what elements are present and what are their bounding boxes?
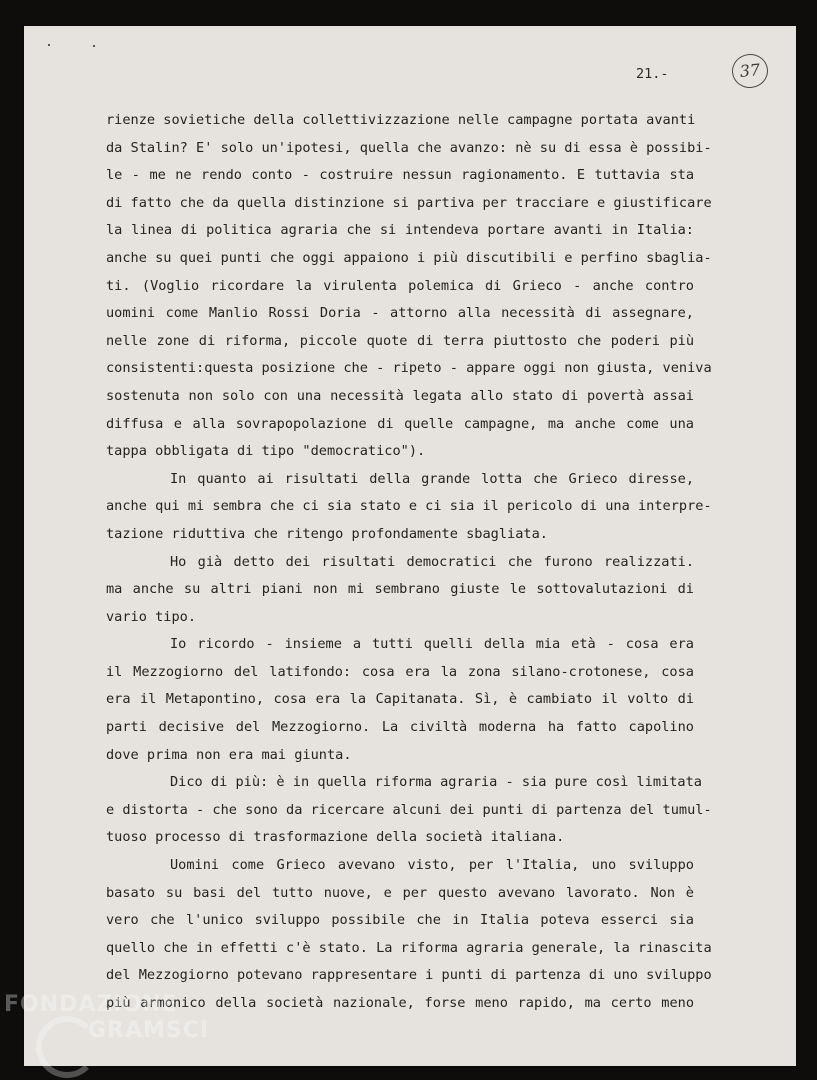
- watermark-line2: GRAMSCI: [88, 1018, 210, 1043]
- text-line: di fatto che da quella distinzione si partiva per tracciare e giustificare: [106, 194, 712, 211]
- document-page: [24, 26, 796, 1066]
- text-line: tappa obbligata di tipo "democratico").: [106, 443, 426, 460]
- text-line: uomini come Manlio Rossi Doria - attorno alla necessità di assegnare,: [106, 305, 694, 322]
- text-line: quello che in effetti c'è stato. La riforma agraria generale, la rinascita: [106, 939, 712, 956]
- text-line: anche su quei punti che oggi appaiono i più discutibili e perfino sbaglia-: [106, 249, 712, 266]
- text-line: basato su basi del tutto nuove, e per questo avevano lavorato. Non è: [106, 884, 694, 901]
- text-line: vero che l'unico sviluppo possibile che in Italia poteva esserci sia: [106, 912, 694, 929]
- text-line: vario tipo.: [106, 608, 197, 625]
- text-line: ma anche su altri piani non mi sembrano giuste le sottovalutazioni di: [106, 581, 694, 598]
- text-line: Ho già detto dei risultati democratici che furono realizzati.: [170, 553, 694, 570]
- speck-mark: [48, 44, 50, 46]
- text-line: le - me ne rendo conto - costruire nessun ragionamento. E tuttavia sta: [106, 167, 694, 184]
- text-line: sostenuta non solo con una necessità legata allo stato di povertà assai: [106, 387, 694, 404]
- text-line: parti decisive del Mezzogiorno. La civiltà moderna ha fatto capolino: [106, 719, 694, 736]
- text-line: anche qui mi sembra che ci sia stato e ci sia il pericolo di una interpre-: [106, 498, 712, 515]
- text-line: ti. (Voglio ricordare la virulenta polemica di Grieco - anche contro: [106, 277, 694, 294]
- archive-stamp-number: 37: [730, 52, 769, 90]
- text-line: la linea di politica agraria che si intendeva portare avanti in Italia:: [106, 222, 694, 239]
- text-line: nelle zone di riforma, piccole quote di terra piuttosto che poderi più: [106, 332, 694, 349]
- text-line: tuoso processo di trasformazione della società italiana.: [106, 829, 565, 846]
- text-line: del Mezzogiorno potevano rappresentare i punti di partenza di uno sviluppo: [106, 967, 712, 984]
- text-line: In quanto ai risultati della grande lotta che Grieco diresse,: [170, 470, 694, 487]
- watermark-line1: FONDAZIONE: [4, 992, 178, 1017]
- speck-mark: [93, 45, 95, 47]
- body-text: [106, 107, 712, 1018]
- text-line: Io ricordo - insieme a tutti quelli della mia età - cosa era: [170, 636, 694, 653]
- text-line: il Mezzogiorno del latifondo: cosa era la zona silano-crotonese, cosa: [106, 663, 694, 680]
- text-line: Dico di più: è in quella riforma agraria - sia pure così limitata: [170, 774, 702, 791]
- text-line: diffusa e alla sovrapopolazione di quelle campagne, ma anche come una: [106, 415, 694, 432]
- text-line: da Stalin? E' solo un'ipotesi, quella che avanzo: nè su di essa è possibi-: [106, 139, 712, 156]
- text-line: Uomini come Grieco avevano visto, per l'Italia, uno sviluppo: [170, 857, 694, 874]
- text-line: tazione riduttiva che ritengo profondamente sbagliata.: [106, 525, 548, 542]
- text-line: più armonico della società nazionale, forse meno rapido, ma certo meno: [106, 995, 694, 1011]
- text-line: rienze sovietiche della collettivizzazione nelle campagne portata avanti: [106, 112, 696, 128]
- page-number: 21.-: [636, 66, 669, 82]
- text-line: dove prima non era mai giunta.: [106, 746, 352, 763]
- text-line: consistenti:questa posizione che - ripeto - appare oggi non giusta, veniva: [106, 360, 712, 377]
- text-line: era il Metapontino, cosa era la Capitanata. Sì, è cambiato il volto di: [106, 691, 694, 708]
- text-line: e distorta - che sono da ricercare alcuni dei punti di partenza del tumul-: [106, 801, 712, 818]
